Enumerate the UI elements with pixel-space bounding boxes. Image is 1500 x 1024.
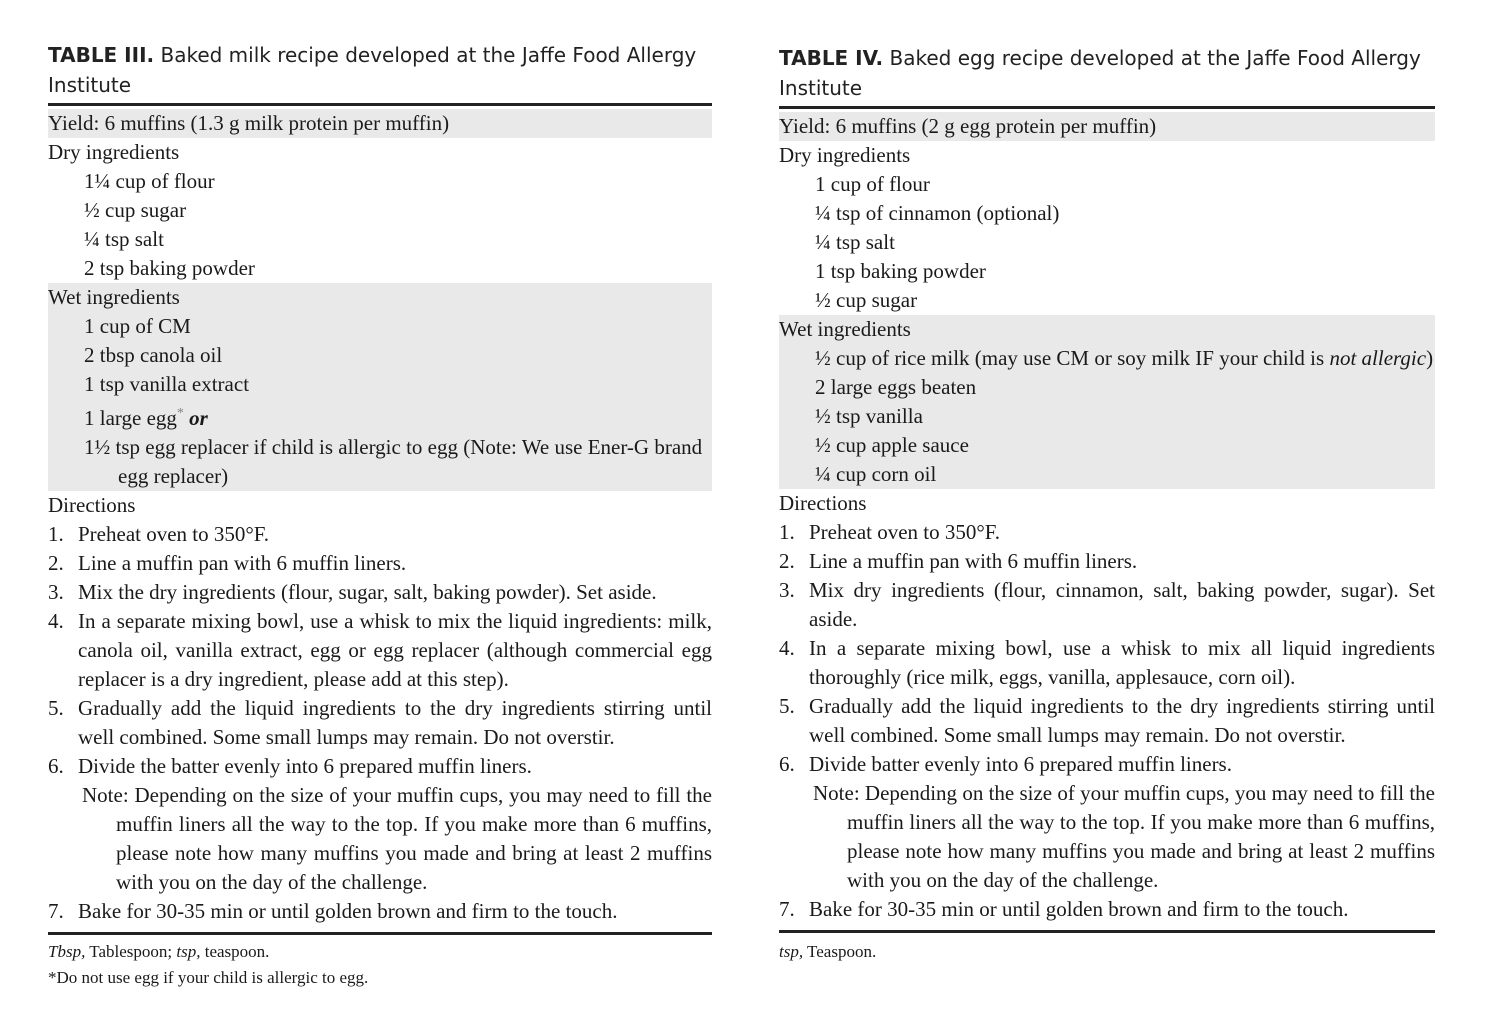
dry-item: 1 tsp baking powder [815,259,986,283]
yield-row: Yield: 6 muffins (1.3 g milk protein per muffin) [48,109,712,138]
direction-note: Note: Depending on the size of your muffin cups, you may need to fill the muffin liners all the way to the top. If you make more than 6 muffins, please note how many muffins you made and bring at least 2 muffins with you on the day of the challenge. [813,781,1435,892]
direction-step [48,578,712,607]
not-allergic-text: not allergic [1329,346,1427,370]
dry-item: 2 tsp baking powder [84,256,255,280]
step-number: 4. [48,609,64,633]
abbr-def: teaspoon. [204,942,270,961]
abbr-def: Tablespoon; [89,942,173,961]
direction-step [779,634,1435,692]
rice-milk-text: ½ cup of rice milk (may use CM or soy milk IF your child is [815,346,1325,370]
direction-step [779,692,1435,750]
table-iv-title [779,43,1435,109]
direction-step [48,694,712,752]
table-iv-label: TABLE IV. [779,46,884,70]
step-text: Bake for 30-35 min or until golden brown and firm to the touch. [78,899,618,923]
footnote-abbreviations [48,939,712,965]
step-number: 3. [779,578,795,602]
direction-step [779,895,1435,924]
egg-text: 1 large egg [84,406,177,430]
step-text: Divide the batter evenly into 6 prepared muffin liners. [78,754,532,778]
step-text: Preheat oven to 350°F. [78,522,270,546]
dry-item: ¼ tsp of cinnamon (optional) [815,201,1060,225]
dry-item: ¼ tsp salt [815,230,895,254]
table-iii-label: TABLE III. [48,43,155,67]
wet-item: 1 cup of CM [84,314,191,338]
step-number: 3. [48,580,64,604]
step-number: 7. [48,899,64,923]
step-number: 2. [48,551,64,575]
wet-item-egg-replacer: 1½ tsp egg replacer if child is allergic to egg (Note: We use Ener-G brand egg replacer) [84,435,703,488]
direction-step [779,518,1435,547]
dry-item: 1 cup of flour [815,172,930,196]
rice-milk-close: ) [1426,346,1434,370]
step-number: 7. [779,897,795,921]
wet-item: ½ tsp vanilla [815,404,923,428]
wet-item: 2 tbsp canola oil [84,343,223,367]
directions-heading: Directions [779,491,867,515]
step-number: 1. [779,520,795,544]
table-iii-title-text: Baked milk recipe developed at the Jaffe Food Allergy Institute [48,43,697,97]
table-bottom-rule [779,930,1435,933]
step-text: Gradually add the liquid ingredients to the dry ingredients stirring until well combined. Some small lumps may remain. Do not overstir. [809,694,1435,747]
step-text: Bake for 30-35 min or until golden brown and firm to the touch. [809,897,1349,921]
dry-ingredients-heading: Dry ingredients [779,143,911,167]
directions-heading: Directions [48,493,136,517]
step-number: 5. [48,696,64,720]
wet-item: 2 large eggs beaten [815,375,977,399]
step-text: In a separate mixing bowl, use a whisk to mix all liquid ingredients thoroughly (rice milk, eggs, vanilla, applesauce, corn oil). [809,636,1435,689]
direction-note: Note: Depending on the size of your muffin cups, you may need to fill the muffin liners all the way to the top. If you make more than 6 muffins, please note how many muffins you made and bring at least 2 muffins with you on the day of the challenge. [82,783,712,894]
step-text: Gradually add the liquid ingredients to the dry ingredients stirring until well combined. Some small lumps may remain. Do not overstir. [78,696,712,749]
table-iii-title [48,40,712,106]
step-text: Line a muffin pan with 6 muffin liners. [809,549,1138,573]
step-text: Mix dry ingredients (flour, cinnamon, salt, baking powder, sugar). Set aside. [809,578,1435,631]
abbr: tsp, [779,942,804,961]
direction-step [779,576,1435,634]
dry-ingredients-heading: Dry ingredients [48,140,180,164]
step-number: 4. [779,636,795,660]
wet-item-rice-milk [779,344,1435,373]
table-iii-baked-milk [48,40,712,991]
direction-step [48,897,712,926]
step-number: 2. [779,549,795,573]
footnote-abbreviations [779,939,1435,965]
step-number: 5. [779,694,795,718]
step-number: 1. [48,522,64,546]
dry-item: ¼ tsp salt [84,227,164,251]
wet-item-egg [48,399,712,433]
table-bottom-rule [48,932,712,935]
table-iv-title-text: Baked egg recipe developed at the Jaffe Food Allergy Institute [779,46,1421,100]
footnote-egg-warning: *Do not use egg if your child is allergic to egg. [48,968,369,987]
wet-item: ½ cup apple sauce [815,433,969,457]
wet-ingredients-heading: Wet ingredients [779,317,911,341]
direction-step [779,750,1435,779]
table-iv-baked-egg [779,43,1435,965]
dry-item: ½ cup sugar [815,288,918,312]
or-text: or [189,406,208,430]
step-text: Mix the dry ingredients (flour, sugar, salt, baking powder). Set aside. [78,580,657,604]
wet-item: 1 tsp vanilla extract [84,372,250,396]
abbr: Tbsp, [48,942,86,961]
step-text: Divide batter evenly into 6 prepared muffin liners. [809,752,1232,776]
step-number: 6. [48,754,64,778]
direction-step [48,607,712,694]
step-text: Line a muffin pan with 6 muffin liners. [78,551,407,575]
wet-ingredients-block [48,283,712,491]
egg-footnote-marker: * [176,406,184,421]
wet-item: ¼ cup corn oil [815,462,937,486]
dry-item: 1¼ cup of flour [84,169,215,193]
step-number: 6. [779,752,795,776]
abbr-def: Teaspoon. [807,942,877,961]
step-text: Preheat oven to 350°F. [809,520,1001,544]
direction-step [48,752,712,781]
wet-ingredients-heading: Wet ingredients [48,285,180,309]
wet-ingredients-block [779,315,1435,489]
step-text: In a separate mixing bowl, use a whisk to mix the liquid ingredients: milk, canola oil, vanilla extract, egg or egg replacer (although commercial egg replacer is a dry ingredient, please add at this step). [78,609,712,691]
direction-step [48,520,712,549]
direction-step [48,549,712,578]
abbr: tsp, [176,942,201,961]
dry-item: ½ cup sugar [84,198,187,222]
direction-step [779,547,1435,576]
yield-row: Yield: 6 muffins (2 g egg protein per muffin) [779,112,1435,141]
